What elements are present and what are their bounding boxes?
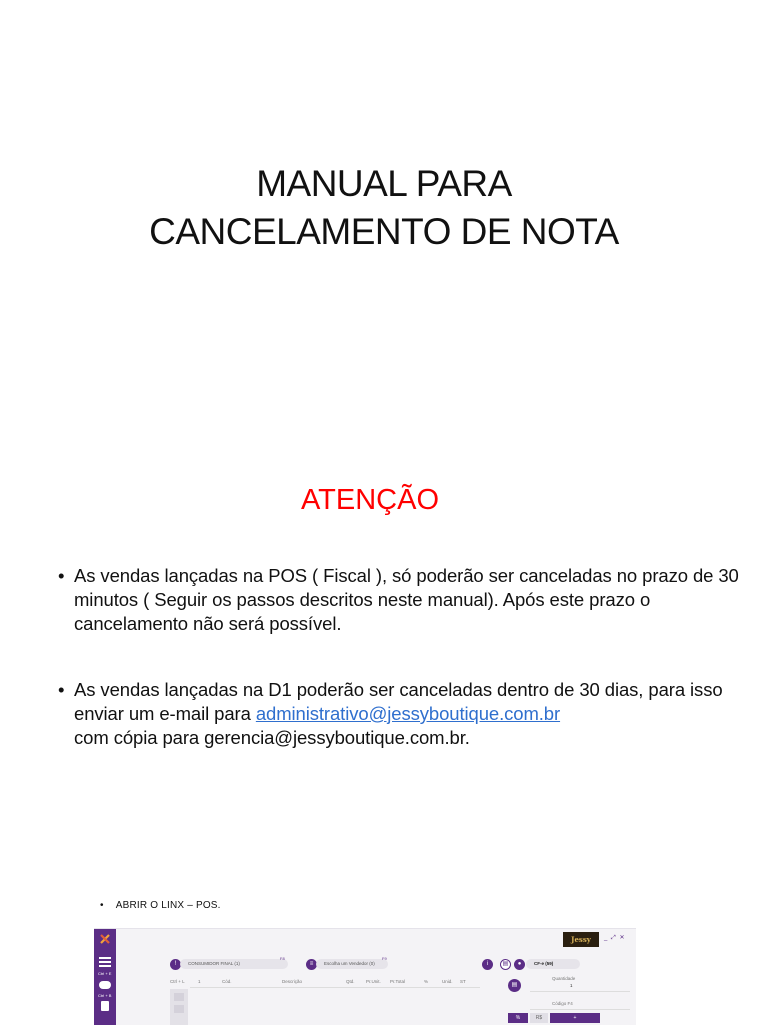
bullet-dot: • (100, 900, 104, 911)
step-open-linx (100, 900, 221, 911)
title-line-1: MANUAL PARA (256, 163, 512, 204)
col-percent: % (424, 979, 429, 984)
table-divider (190, 987, 480, 988)
col-unit-price: Pr.Unit. (366, 979, 381, 984)
info-icon[interactable]: i (482, 959, 493, 970)
admin-email-link[interactable]: administrativo@jessyboutique.com.br (255, 703, 561, 724)
bullet-d1-text: As vendas lançadas na D1 poderão ser canceladas dentro de 30 dias, para isso enviar um e-mail para (74, 679, 723, 724)
shortcut-label-2: Ctrl + B (98, 993, 112, 998)
window-controls[interactable]: _ ⤢ ✕ (604, 935, 626, 941)
page-title (0, 160, 768, 256)
printer-icon[interactable]: ▤ (500, 959, 511, 970)
percent-button[interactable]: % (508, 1013, 528, 1023)
customer-field[interactable] (180, 959, 288, 969)
code-label: Código F4 (552, 1001, 573, 1006)
bullet-d1-cancellation (58, 678, 754, 750)
doc-type-label: CF-e (59) (534, 961, 554, 966)
col-unit: Unid. (442, 979, 453, 984)
col-code: Cód. (222, 979, 232, 984)
col-qty: Qtd. (346, 979, 355, 984)
linx-logo-icon (99, 933, 111, 945)
document-icon[interactable] (101, 1001, 109, 1011)
seller-field[interactable] (316, 959, 388, 969)
col-shortcut: Ctrl + L (170, 979, 185, 984)
linx-pos-screenshot (94, 928, 636, 1025)
menu-icon[interactable] (99, 957, 111, 969)
customer-icon[interactable]: ! (170, 959, 181, 970)
plus-button[interactable]: + (550, 1013, 600, 1023)
code-underline (530, 1009, 630, 1010)
bullet-pos-cancellation: • As vendas lançadas na POS ( Fiscal ), só poderão ser canceladas no prazo de 30 minutos ( Seguir os passos descritos neste manual). Após este prazo o cancelamento não será possível. (58, 564, 754, 636)
step-label: ABRIR O LINX – POS. (115, 900, 221, 911)
quantity-underline (530, 991, 630, 992)
scroll-column[interactable] (170, 989, 188, 1025)
quantity-icon: ▤ (508, 979, 521, 992)
jessy-logo: Jessy (563, 932, 599, 947)
doc-type-selector[interactable] (526, 959, 580, 969)
seller-shortcut: F9 (382, 956, 387, 961)
seller-field-label: Escolha um Vendedor (0) (324, 961, 375, 966)
quantity-value[interactable]: 1 (570, 983, 573, 988)
cloud-icon[interactable] (99, 981, 111, 989)
currency-button[interactable]: R$ (530, 1013, 548, 1023)
customer-field-label: CONSUMIDOR FINAL (1) (188, 961, 240, 966)
seller-icon[interactable]: ≡ (306, 959, 317, 970)
settings-icon[interactable]: ● (514, 959, 525, 970)
col-description: Descrição (282, 979, 303, 984)
quantity-label: Quantidade (552, 976, 576, 981)
bullet-d1-copy-text: com cópia para gerencia@jessyboutique.com.br. (74, 727, 470, 748)
shortcut-label-1: Ctrl + E (98, 971, 112, 976)
col-index: 1 (198, 979, 201, 984)
title-line-2: CANCELAMENTO DE NOTA (149, 211, 619, 252)
customer-shortcut: F8 (280, 956, 285, 961)
attention-heading: ATENÇÃO (300, 484, 440, 516)
col-total-price: Pr.Total (390, 979, 406, 984)
col-st: ST (460, 979, 466, 984)
pos-sidebar (94, 929, 116, 1025)
